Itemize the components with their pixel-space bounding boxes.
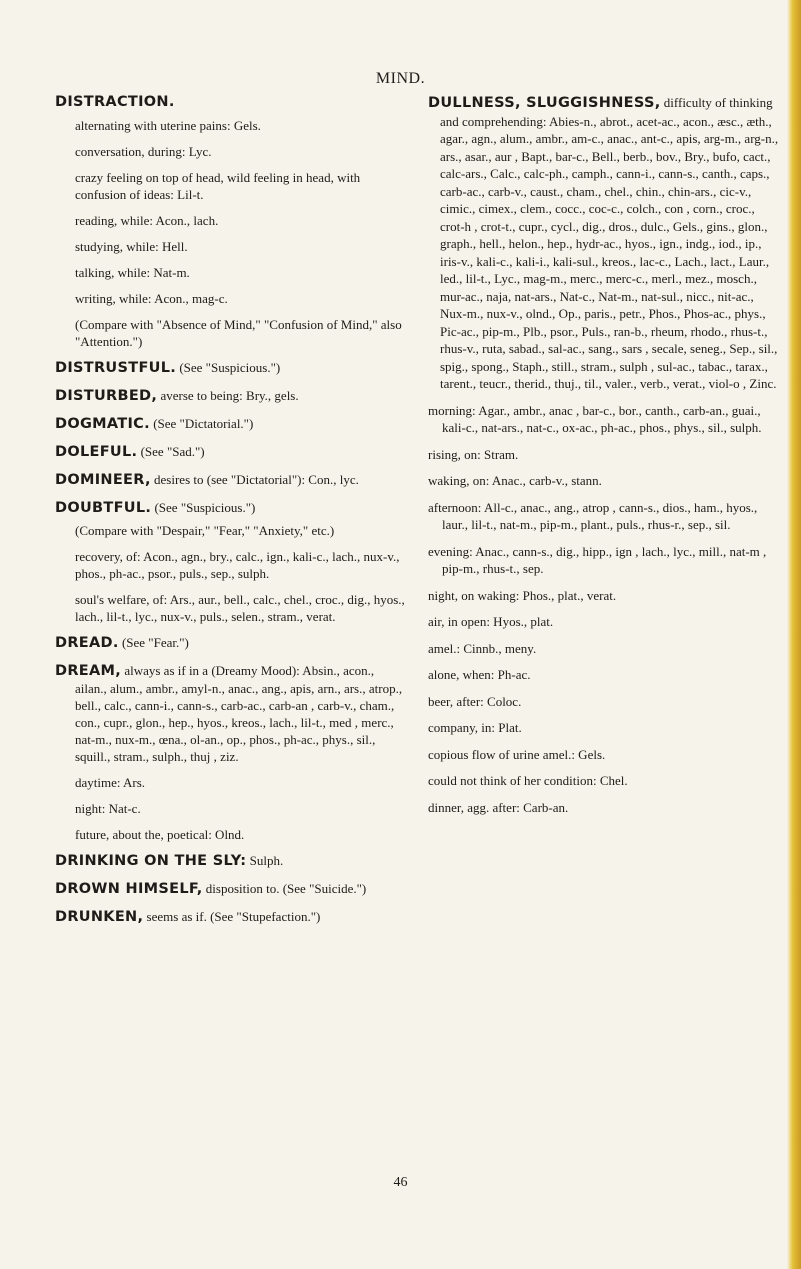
list-item: night, on waking: Phos., plat., verat.: [428, 587, 617, 603]
list-item: dinner, agg. after: Carb-an.: [428, 799, 569, 815]
entry-distraction: [55, 94, 405, 111]
entry-dream: [55, 662, 405, 765]
list-item: beer, after: Coloc.: [428, 693, 522, 709]
entry-doleful: [55, 443, 405, 461]
page-edge-gilding: [787, 0, 801, 1269]
entry-text: (See "Sad."): [137, 444, 205, 459]
right-column: [428, 94, 782, 825]
entry-dullness: [428, 94, 782, 393]
list-item: daytime: Ars.: [75, 775, 146, 790]
list-item: studying, while: Hell.: [75, 239, 188, 254]
headword: DREAM,: [55, 663, 122, 679]
list-item: night: Nat-c.: [75, 801, 141, 816]
entry-text: (See "Suspicious."): [176, 360, 281, 375]
headword: DISTURBED,: [55, 388, 158, 404]
entry-text: averse to being: Bry., gels.: [157, 388, 299, 403]
headword: DISTRUSTFUL.: [55, 360, 177, 376]
page-title: MIND.: [375, 70, 426, 87]
list-item: (Compare with "Absence of Mind," "Confusion of Mind," also "Attention."): [75, 317, 402, 349]
entry-text: disposition to. (See "Suicide."): [202, 881, 367, 896]
entry-drinking: [55, 852, 405, 870]
entry-text: (See "Dictatorial."): [149, 416, 254, 431]
headword: DOLEFUL.: [55, 444, 138, 460]
list-item: could not think of her condition: Chel.: [428, 773, 628, 788]
entry-dogmatic: [55, 415, 405, 433]
list-item: talking, while: Nat-m.: [75, 265, 190, 280]
headword: DOUBTFUL.: [55, 500, 152, 516]
list-item: air, in open: Hyos., plat.: [428, 614, 554, 629]
headword: DRUNKEN,: [55, 909, 144, 925]
headword: DROWN HIMSELF,: [55, 881, 203, 897]
list-item: conversation, during: Lyc.: [75, 144, 212, 159]
entry-text: (See "Fear."): [118, 635, 189, 650]
entry-dread: [55, 634, 405, 652]
entry-doubtful: [55, 499, 405, 517]
list-item: (Compare with "Despair," "Fear," "Anxiety," etc.): [75, 523, 335, 538]
entry-text: difficulty of thinking and comprehending: Abies-n., abrot., acet-ac., acon., æsc., æth., agar., agn., alum., ambr., am-c., anac., ant-c., apis, arg-m., arg-n., ars., asar., aur , Bapt., bar-c., Bell., berb., bov., Bry., bufo, cact., calc-ars., Calc., calc-ph., camph., cann-i., cann-s., canth., caps., carb-ac., carb-v., caust., cham., chel., chin., chin-ars., cic-v., cimic., cimex., clem., cocc., coc-c., colch., con , corn., croc., crot-h , crot-t., cupr., cycl., dig., dros., dulc., Gels., gins., glon., graph., hell., helon., hep., hydr-ac., hyos., ign., indg., iod., ip., iris-v., kali-c., kali-i., kali-sul., kreos., lac-c., Lach., lact., Laur., led., lil-t., Lyc., mag-m., merc., merc-c., merl., mez., mosch., mur-ac., naja, nat-ars., Nat-c., Nat-m., nat-sul., nicc., nit-ac., Nux-m., nux-v., olnd., Op., paris., petr., Phos., Phos-ac., phys., Pic-ac., pip-m., Plb., psor., Puls., ran-b., rheum, rhodo., rhus-t., rhus-v., ruta, sabad., sal-ac., sang., sars , secale, seneg., Sep., sil., spig., spong., Staph., still., stram., sulph , sul-ac., tabac., tarax., tarent., teucr., therid., thuj., til., valer., verb., verat., viol-o , Zinc.: [440, 95, 779, 391]
headword: DULLNESS, SLUGGISHNESS,: [428, 95, 661, 111]
list-item: rising, on: Stram.: [428, 446, 519, 462]
left-column: [55, 94, 405, 936]
page-number: 46: [393, 1175, 408, 1190]
entry-text: seems as if. (See "Stupefaction."): [143, 909, 321, 924]
headword: DISTRACTION.: [55, 94, 175, 110]
list-item: afternoon: All-c., anac., ang., atrop , cann-s., dios., ham., hyos., laur., lil-t., nat-m., pip-m., plant., puls., rhus-r., sep., sil.: [428, 499, 758, 532]
entry-text: always as if in a (Dreamy Mood): Absin., acon., ailan., alum., ambr., amyl-n., anac., ang., apis, arn., ars., atrop., bell., calc., cann-i., cann-s., carb-ac., carb-an , carb-v., cham., con., cupr., glon., hep., hyos., kreos., lach., lil-t., med , merc., nat-m., nux-m., œna., ol-an., op., phos., ph-ac., phys., sil., squill., stram., sulph., thuj , ziz.: [75, 663, 403, 764]
headword: DOMINEER,: [55, 472, 151, 488]
list-item: morning: Agar., ambr., anac , bar-c., bor., canth., carb-an., guai., kali-c., nat-ars., nat-c., ox-ac., ph-ac., phos., phys., sil., sulph.: [428, 402, 762, 435]
list-item: waking, on: Anac., carb-v., stann.: [428, 473, 602, 488]
list-item: crazy feeling on top of head, wild feeling in head, with confusion of ideas: Lil-t.: [75, 170, 361, 202]
list-item: alone, when: Ph-ac.: [428, 667, 531, 682]
headword: DOGMATIC.: [55, 416, 150, 432]
headword: DRINKING ON THE SLY:: [55, 853, 247, 869]
list-item: soul's welfare, of: Ars., aur., bell., calc., chel., croc., dig., hyos., lach., lil-t., lyc., nux-v., puls., selen., stram., verat.: [75, 592, 405, 624]
list-item: company, in: Plat.: [428, 720, 522, 735]
list-item: evening: Anac., cann-s., dig., hipp., ign , lach., lyc., mill., nat-m , pip-m., rhus-t., sep.: [428, 543, 767, 576]
entry-text: desires to (see "Dictatorial"): Con., lyc.: [150, 472, 359, 487]
entry-drunken: [55, 908, 405, 926]
entry-text: (See "Suspicious."): [151, 500, 256, 515]
entry-domineer: [55, 471, 405, 489]
list-item: writing, while: Acon., mag-c.: [75, 291, 228, 306]
list-item: copious flow of urine amel.: Gels.: [428, 746, 606, 762]
entry-drown: [55, 880, 405, 898]
entry-text: Sulph.: [246, 853, 284, 868]
entry-distrustful: [55, 359, 405, 377]
headword: DREAD.: [55, 635, 119, 651]
entry-disturbed: [55, 387, 405, 405]
list-item: alternating with uterine pains: Gels.: [75, 118, 261, 133]
list-item: reading, while: Acon., lach.: [75, 213, 219, 228]
list-item: recovery, of: Acon., agn., bry., calc., ign., kali-c., lach., nux-v., phos., ph-ac., psor., puls., sep., sulph.: [75, 549, 400, 581]
list-item: future, about the, poetical: Olnd.: [75, 827, 245, 842]
list-item: amel.: Cinnb., meny.: [428, 640, 537, 656]
